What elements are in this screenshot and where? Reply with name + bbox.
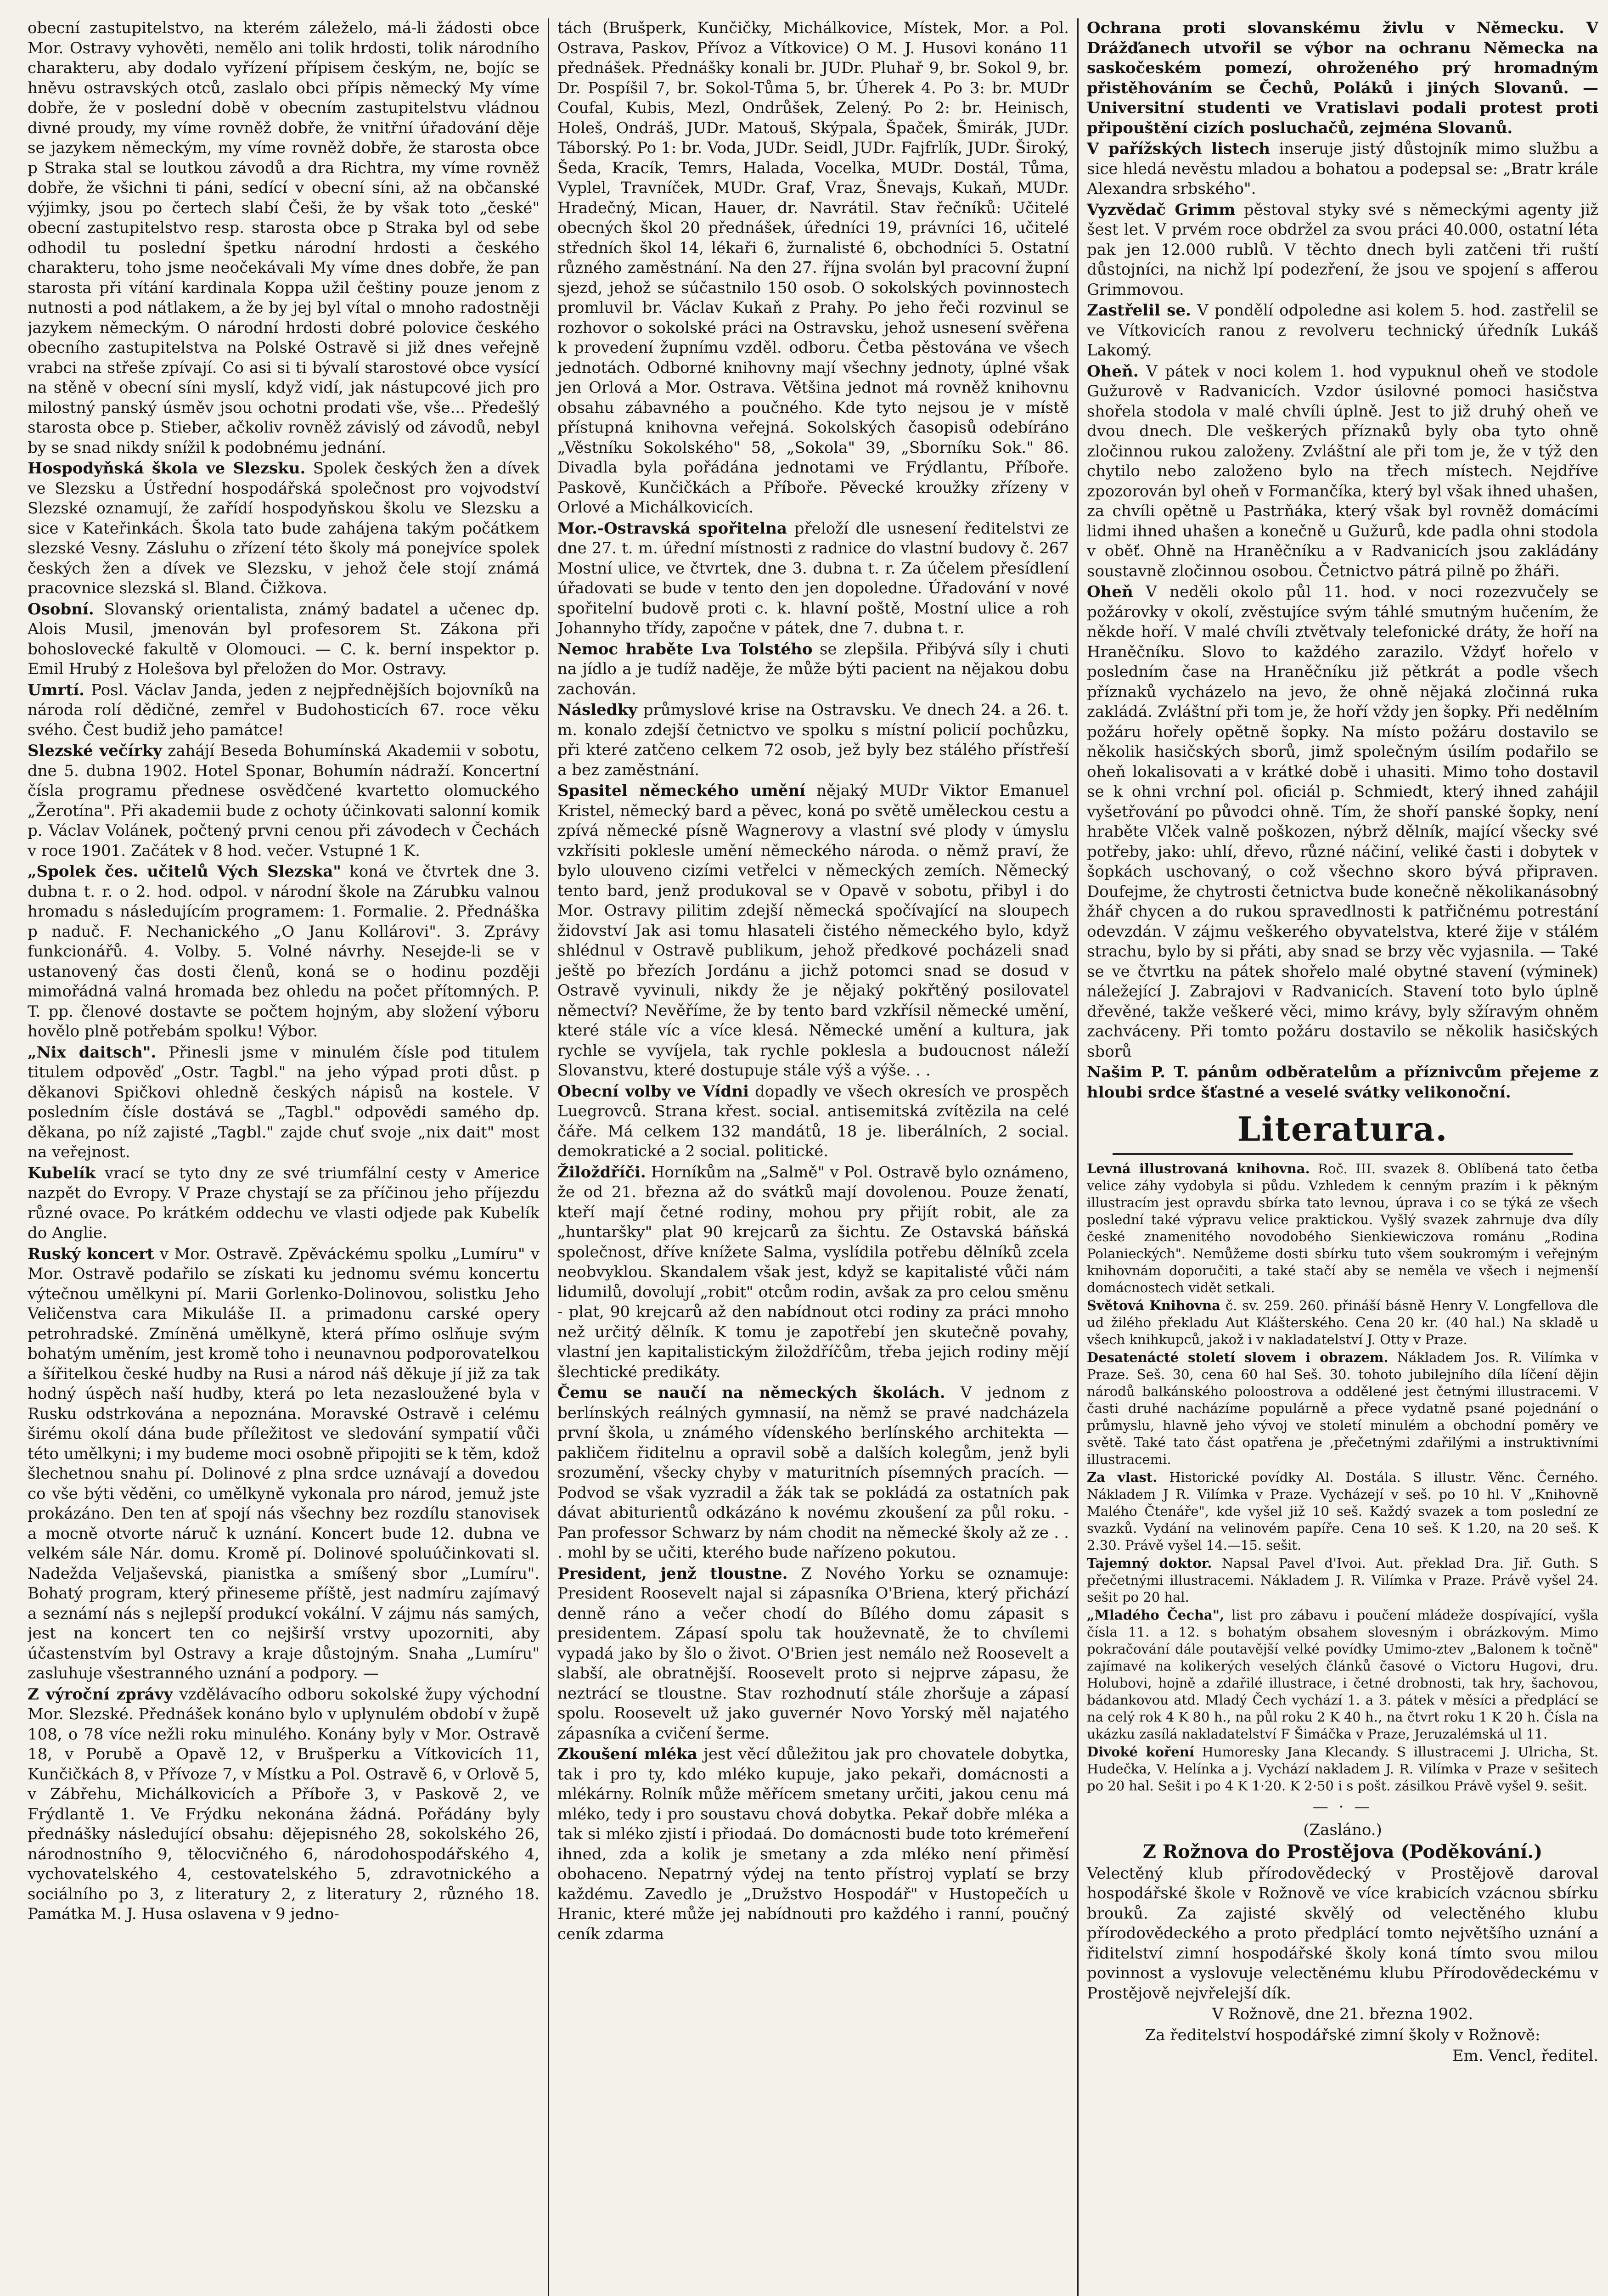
article-heading: Kubelík	[28, 1164, 96, 1182]
article-text: Z Nového Yorku se oznamuje: President Roosevelt najal si zápasníka O'Briena, který přichází denně ráno a večer chodí do Bílého domu zápasit s presidentem. Zápasí spolu tak houževnatě, že to chvílemi vypadá jako by šlo o život. O'Brien jest nemálo než Roosevelt a slabší, ale obratnější. Roosevelt proto si nejprve zápasu, že neztrácí se tloustne. Stav rozhodnutí stále zhoršuje a zápasí spolu. Roosevelt už jako guvernér Novo Yorský měl najatého zápasníka a cvičení šerme.	[557, 1564, 1069, 1743]
article-text: Historické povídky Al. Dostála. S illustr. Věnc. Černého. Nákladem J R. Vilímka v Praze. Vycházejí v seš. po 10 hl. V „Knihovně Malého Čtenáře", kde vyšel již 10 seš. Každý svazek a tom poslední ze svazků. Vydání na velinovém papíře. Cena 10 seš. K 1.20, na 20 seš. K 2.30. Právě vyšel 14.—15. sešit.	[1087, 1469, 1598, 1553]
article-paragraph	[1087, 1555, 1598, 1606]
article-heading: Osobní.	[28, 600, 94, 619]
article-text: vzdělávacího odboru sokolské župy východní Mor. Slezské. Přednášek konáno bylo v uplynulém období v župě 108, o 78 více nežli roku minulého. Konány byly v Mor. Ostravě 18, v Porubě a Opavě 12, v Brušperku a Vítkovicích 11, Kunčičkách 8, v Přívoze 7, v Místku a Pol. Ostravě 6, v Orlově 5, v Zábřehu, Michálkovicích a Příboře 3, v Paskově 2, ve Frýdlantě 1. Ve Frýdku nekonána žádná. Pořádány byly přednášky následující obsahu: dějepisného 28, sokolského 26, národnostního 9, tělocvičného 6, národohospodářského 4, vychovatelského 4, cestovatelského 5, zdravotnického a sociálního po 3, z literatury 2, z literatury 2, různého 18. Památka M. J. Husa oslavena v 9 jedno-	[28, 1685, 540, 1923]
article-heading: Nemoc hraběte Lva Tolstého	[557, 640, 813, 658]
article-text: Humoresky Jana Klecandy. S illustracemi J. Ulricha, St. Hudečka, V. Helínka a j. Vychází nakladem J. R. Vilímka v Praze v sešitech po 20 hal. Sešit i po 4 K 1·20. K 2·50 i s pošt. zásilkou Právě vyšel 9. sešit.	[1087, 1744, 1598, 1794]
article-text: koná ve čtvrtek dne 3. dubna t. r. o 2. hod. odpol. v národní škole na Zárubku valnou hromadu s následujícím programem: 1. Formalie. 2. Přednáška p naduč. F. Nechanického „O Janu Kollárovi". 3. Zprávy funkcionářů. 4. Volby. 5. Volné návrhy. Nesejde-li se v ustanovený čas dosti členů, koná se o hodinu později mimořádná valná hromada bez ohledu na počet přítomných. P. T. pp. členové dostavte se počtem hojným, aby složení výboru hovělo plně potřebám spolku! Výbor.	[28, 862, 540, 1041]
column-1	[28, 18, 540, 2296]
column-3-articles	[1087, 18, 1598, 1103]
article-heading: Vyzvědač Grimm	[1087, 200, 1236, 219]
article-heading: Hospodyňská škola ve Slezsku.	[28, 459, 306, 478]
article-text: č. sv. 259. 260. přináší básně Henry V. Longfellova dle ud žilého překladu Aut Klášterského. Cena 20 kr. (40 hal.) Na skladě u všech knihkupců, jakož i v nakladatelství J. Otty v Praze.	[1087, 1298, 1598, 1347]
article-text: V pátek v noci kolem 1. hod vypuknul oheň ve stodole Gužurově v Radvanicích. Vzdor úsilovné pomoci hasičstva shořela stodola v malé chvíli úplně. Jest to již druhý oheň ve dvou dnech. Dle veškerých příznaků byly oba tyto ohně zločinnou rukou založeny. Zvláštní ale při tom je, že v týž den chytilo nebo založeno bylo na třech místech. Nejdříve zpozorován byl oheň v Formančíka, který byl však ihned uhašen, za chvíli opětně u Pastrňáka, který však byl rovněž domácími lidmi ihned uhašen a konečně u Gužurů, kde padla ohni stodola v oběť. Ohně na Hraněčníku a v Radvanicích jsou zakládány soustavně zločinnou osobou. Četnictvo pátrá pilně po žháři.	[1087, 362, 1598, 580]
article-heading: Za vlast.	[1087, 1469, 1158, 1485]
article-heading: Ochrana	[1087, 19, 1161, 37]
article-paragraph	[557, 640, 1069, 700]
article-paragraph	[1087, 1297, 1598, 1348]
article-paragraph	[1087, 1160, 1598, 1296]
article-heading: Čemu se naučí na německých školách.	[557, 1384, 945, 1402]
zaslano-place-date: V Rožnově, dne 21. března 1902.	[1212, 2005, 1473, 2023]
article-paragraph	[28, 862, 540, 1042]
article-heading: Mor.-Ostravská spořitelna	[557, 519, 787, 538]
article-text: Napsal Pavel d'Ivoi. Aut. překlad Dra. Jiř. Guth. S přečetnými illustracemi. Nákladem J. R. Vilímka v Praze. Právě vyšel 24. sešit po 20 hal.	[1087, 1555, 1598, 1605]
literatura-rule	[1113, 1153, 1573, 1155]
article-paragraph	[28, 600, 540, 680]
article-heading: Z výroční zprávy	[28, 1685, 173, 1704]
article-paragraph	[1087, 1744, 1598, 1795]
article-text: Horníkům na „Salmě" v Pol. Ostravě bylo oznámeno, že od 21. března až do svátků mají dovolenou. Pouze ženatí, kteří mají četné rodiny, mohou pry přijít robit, ale za „huntaršky" plat 90 krejcarů za šichtu. Ze Ostavská báňská společnost, dříve knížete Salma, vyslídila potřebu dělníků zcela neobvyklou. Skandalem však jest, když se kapitalisté vůči nám lidumilů, dovolují „robit" otcům rodin, avšak za pro celou směnu - plat, 90 krejcarů až den nabídnout otci rodiny za práci mnoho než určitý dělník. K tomu je zapotřebí jen skutečně povahy, vlastní jen kapitalistickým žiloždříčům, třeba jejich rodiny mějí šlechtické predikáty.	[557, 1163, 1069, 1381]
article-heading: Obecní volby ve Vídni	[557, 1082, 749, 1101]
article-heading: Zastřelil se.	[1087, 301, 1191, 320]
article-paragraph	[1087, 1063, 1598, 1103]
article-heading: „Nix daitsch".	[28, 1043, 157, 1062]
article-paragraph	[1087, 301, 1598, 361]
article-text: Slovanský orientalista, známý badatel a učenec dp. Alois Musil, jmenován byl profesorem St. Zákona při bohoslovecké fakultě v Olomouci. — C. k. berní inspektor p. Emil Hrubý z Holešova byl přeložen do Mor. Ostravy.	[28, 600, 540, 678]
article-paragraph	[557, 700, 1069, 780]
article-heading: Ruský koncert	[28, 1244, 154, 1263]
article-heading: V pařížských listech	[1087, 140, 1271, 158]
article-text: vrací se tyto dny ze své triumfální cesty v Americe nazpět do Evropy. V Praze chystají se za příčinou jeho příjezdu různé ovace. Po krátkém oddechu ve vlasti odjede pak Kubelík do Anglie.	[28, 1164, 540, 1242]
article-heading: Slezské večírky	[28, 742, 162, 760]
article-text: obecní zastupitelstvo, na kterém záleželo, má-li žádosti obce Mor. Ostravy vyhověti, nemělo ani tolik hrdosti, tolik národního charakteru, aby dodalo vyřízení přípisem českým, ne, bojíc se hněvu ostravských otců, zaslalo obci přípis německý My víme dobře, že v poslední době v obecním zastupitelstvu vládnou divné proudy, my víme rovněž dobře, že vnitřní úřadování děje se jazykem německým, my víme rovněž dobře, že starosta obce p Straka stal se loutkou závodů a dra Richtra, my víme rovněž dobře, že všichni ti páni, sedící v obecní síni, až na občanské výjimky, jsou po čertech slabí Češi, že by však toto „české" obecní zastupitelstvo resp. starosta obce p Straka byl od sebe odhodil tu poslední špetku národní hrdosti a českého charakteru, toho jsme neočekávali My víme dnes dobře, že pan starosta při vítání kardinala Koppa užil češtiny pouze jenom z nutnosti a pod nátlakem, a že by jej byl vítal o mnoho radostněji jazykem německým. O národní hrdosti dobré polovice českého obecního zastupitelstva na Polské Ostravě si již dnes veřejně vrabci na střeše zpívají. Co asi si ti bývalí starostové obce vysící na stěně v obecní síni myslí, když vidí, jak nástupcové jich pro milostný panský úsměv jsou ochotni prodati vše, vše... Předešlý starosta obce p. Stieber, ačkoliv rovněž závislý od závodů, nebyl by se snad nikdy snížil k podobnému jednání.	[28, 19, 540, 457]
article-paragraph	[28, 1043, 540, 1163]
article-text: Roč. III. svazek 8. Oblíbená tato četba velice záhy vydobyla si půdu. Vzhledem k cenným prazím i k pěkným illustracím jest opravdu sbírka tato levnou, úprava i co se týká ze všech poslední také výpravu velice praktickou. Vyšlý svazek zahrnuje dva díly české znamenitého novodobého Sienkiewiczova románu „Rodina Polanieckých". Nemůžeme dosti sbírku tuto všem soukromým i veřejným knihovnám doporučiti, a také stačí aby se neměla ve všech i nejmenší domácnostech vidět setkali.	[1087, 1161, 1598, 1295]
article-paragraph	[557, 18, 1069, 518]
article-paragraph	[28, 1685, 540, 1925]
zaslano-sign-line: Za ředitelství hospodářské zimní školy v Rožnově:	[1145, 2026, 1541, 2044]
article-text: V neděli okolo půl 11. hod. v noci rozezvučely se požárovky v okolí, zvěstujíce svým táhlé smutným hučením, že někde hoří. V malé chvíli ztvětvaly telefonické dráty, že hoří na Hraněčníku. Slovo to každého zarazilo. Vždyť hořelo v posledním čase na Hraněčníku již pětkrát a podle všech příznaků vycházelo na jevo, že ohně nějaká zločinná ruka zakládá. Zvláštní při tom je, že hoří vždy jen šopky. Při nedělním požáru hořely opětně šopky. Na místo požáru dostavilo se několik hasičských sborů, jimž společným úsilím podařilo se oheň lokalisovati a v krátké době i uhasiti. Mimo toho dostavil se k ohni vrchní pol. oficiál p. Schmiedt, který ihned zahájil vyšetřování po původci ohně. Tím, že shoří panské šopky, není hraběte Vlček valně poškozen, nýbrž dělník, mající všecky své potřeby, jako: uhlí, dřevo, různé náčiní, veliké časti i dobytek v šopkách uschovaný, o což všechno skoro bývá připraven. Doufejme, že chytrosti četnictva bude konečně několikanásobný žhář chycen a do rukou spravedlnosti k patřičnému potrestání odevzdán. V zájmu veškerého obyvatelstva, které žije v stálém strachu, bylo by si přáti, aby snad se brzy věc vyjasnila. — Také se ve čtvrtku na pátek shořelo malé obytné stavení (výminek) náležející J. Zabrajovi v Radvanicích. Stavení toto bylo úplně dřevěné, takže veškeré věci, mimo krávy, byly sžíravým ohněm zachváceny. Při tomto požáru dostavilo se několik hasičských sborů	[1087, 583, 1598, 1061]
article-heading: Divoké koření	[1087, 1744, 1194, 1760]
zaslano-subtitle: (Poděkování.)	[1400, 1841, 1543, 1863]
article-text: Nákladem Jos. R. Vilímka v Praze. Seš. 30, cena 60 hal Seš. 30. tohoto jubilejního díla líčení dějin národů balkánského poloostrova a oddělené jest četnými illustracemi. V časti druhé nacházíme populárně a přece vydatně psané pojednání o průmyslu, hlavně jeho vývoj ve století minulém a obchodní poměry ve světě. Také tato část opatřena je ,přečetnými zdařilými a instruktivními illustracemi.	[1087, 1350, 1598, 1467]
article-paragraph	[557, 1745, 1069, 1944]
article-paragraph	[557, 1082, 1069, 1162]
zaslano-title	[1087, 1842, 1598, 1862]
column-2	[548, 18, 1069, 2296]
zaslano-body: Velectěný klub přírodovědecký v Prostějově daroval hospodářské škole v Rožnově ve více krabicích vzácnou sbírku brouků. Za zajisté skvělý od velectěného klubu přírodovědeckého a proto předplácí tomto největšího uznání a řiditelství zimní hospodářské školy koná tímto svou milou povinnost a vyslovuje velectěnému klubu Přírodovědeckému v Prostějově nejvřelejší dík.	[1087, 1864, 1598, 2003]
article-text: přeloží dle usnesení ředitelstvi ze dne 27. t. m. úřední místnosti z radnice do vlastní budovy č. 267 Mostní ulice, ve čtvrtek, dne 3. dubna t. r. Za účelem přesídlení úřadovati se bude v tento den jen dopoledne. Úřadování v nové spořitelní budově proti c. k. hlavní poště, Mostní ulice a roh Johannyho třídy, započne v pátek, dne 7. dubna t. r.	[557, 519, 1069, 637]
article-paragraph	[28, 741, 540, 861]
article-text: V jednom z berlínských reálných gymnasií, na němž se pravé nadcházela první škola, u známého vídenského berlínského architekta — pakličem řiditelnu a opravil sobě a dalších kolegům, jenž byli srozumění, všecky chyby v maturitních písemných pracích. — Podvod se však vyzradil a žák tak se pokládá za ostatních pak dávat abiturientů odkázáno k novému zkoušení za půl roku. - Pan professor Schwarz by nám chodit na německé školy až ze . . . mohl by se učiti, kterého bude nařízeno pokutou.	[557, 1384, 1069, 1562]
article-paragraph	[1087, 18, 1598, 138]
article-heading: Oheň	[1087, 583, 1133, 601]
article-heading: Zkoušení mléka	[557, 1745, 697, 1763]
section-separator: — · —	[1312, 1798, 1373, 1816]
article-heading: Světová Knihovna	[1087, 1298, 1220, 1313]
article-heading: „Mladého Čecha",	[1087, 1607, 1225, 1623]
article-text: tách (Brušperk, Kunčičky, Michálkovice, Místek, Mor. a Pol. Ostrava, Paskov, Přívoz a Vítkovice) O M. J. Husovi konáno 11 přednášek. Přednášky konali br. JUDr. Pluhař 9, br. Sokol 9, br. Dr. Pospíšil 7, br. Sokol-Tůma 5, br. Úherek 4. Po 3: br. MUDr Coufal, Kubis, Mezl, Ondrůšek, Zelený. Po 2: br. Heinisch, Holeš, Ondráš, JUDr. Matouš, Skýpala, Špaček, Šmirák, JUDr. Táborský. Po 1: br. Voda, JUDr. Seidl, JUDr. Fajfrlík, JUDr. Široký, Šeda, Kracík, Temrs, Halada, Vocelka, MUDr. Dostál, Tůma, Vyplel, Travníček, MUDr. Graf, Vraz, Šnevajs, Kukaň, MUDr. Hradečný, Mican, Hauer, dr. Navrátil. Stav řečníků: Učitelé obecných škol 20 přednášek, úředníci 19, právníci 16, učitelé středních škol 14, lékaři 6, žurnalisté 6, obchodníci 5. Ostatní různého zaměstnání. Na den 27. října svolán byl pracovní župní sjezd, jehož se súčastnilo 150 osob. O sokolských povinnostech promluvil br. Václav Kukaň z Prahy. Po jeho řeči rozvinul se rozhovor o sokolské práci na Ostravsku, jehož usnesení svěřena k provedení župnímu vzděl. odboru. Četba pěstována ve všech jednotách. Odborné knihovny mají všechny jednoty, úplné však jen Orlová a Mor. Ostrava. Většina jednot má rovněž knihovnu obsahu zábavného a poučného. Kde tyto nejsou je v místě přístupná knihovna veřejná. Sokolských časopisů odebíráno „Věstníku Sokolského" 58, „Sokola" 39, „Sborníku Sok." 86. Divadla byla pořádána jednotami ve Frýdlantu, Příboře. Paskově, Kunčičkách a Příboře. Pěvecké kroužky zřízeny v Orlové a Michálkovicích.	[557, 19, 1069, 517]
zaslano-label: (Zasláno.)	[1303, 1820, 1382, 1839]
article-paragraph	[1087, 1349, 1598, 1468]
article-paragraph	[557, 1163, 1069, 1383]
article-text: inseruje jistý důstojník mimo službu a sice hledá nevěstu mladou a bohatou a podepsal se: „Bratr krále Alexandra srbského".	[1087, 140, 1598, 198]
article-paragraph	[1087, 200, 1598, 300]
article-paragraph	[1087, 1469, 1598, 1554]
article-heading: President, jenž tloustne.	[557, 1564, 788, 1583]
article-heading: Spasitel německého umění	[557, 782, 806, 800]
article-paragraph	[1087, 582, 1598, 1062]
article-text: Posl. Václav Janda, jeden z nejpřednějších bojovníků na národa rolí dědičné, zemřel v Budohosticích 67. roce věku svého. Čest budiž jeho památce!	[28, 681, 540, 739]
article-text: list pro zábavu i poučení mládeže dospívající, vyšla čísla 11. a 12. s bohatým obsahem slovesným i obrázkovým. Mimo pokračování dále poutavější velké povídky Umimo-ztev „Balonem k točně" zajímavé na kolikerých veselých článků časové o Victoru Hugovi, dru. Holubovi, hojně a zdařilé illustrace, i četné drobnosti, tak hry, šachovou, bádankovou atd. Mladý Čech vychází 1. a 3. pátek v měsíci a předplácí se na celý rok 4 K 80 h., na půl roku 2 K 40 h., na čtvrt roku 1 K 20 h. Čísla na ukázku zasílá nakladatelství F Šimáčka v Praze, Jeruzalémská ul 11.	[1087, 1607, 1598, 1742]
article-heading: Následky	[557, 701, 637, 719]
article-text: se zlepšila. Přibývá síly i chuti na jídlo a je tudíž naděje, že může býti pacient na nějakou dobu zachován.	[557, 640, 1069, 698]
article-paragraph	[28, 1244, 540, 1684]
article-heading: Žiloždříči.	[557, 1163, 646, 1182]
article-heading: Umrtí.	[28, 681, 84, 699]
article-paragraph	[557, 1564, 1069, 1744]
article-text: průmyslové krise na Ostravsku. Ve dnech 24. a 26. t. m. konalo zdejší četnictvo ve spolku s místní policií pochůzku, při které zatčeno celkem 72 osob, jež byly bez stálého přístřeší a bez zaměstnání.	[557, 701, 1069, 779]
article-text: proti slovanskému živlu v Německu. V Drážďanech utvořil se výbor na ochranu Německa na saskočeském pomezí, ohroženého prý hromadným přistěhováním se Čechů, Poláků i jiných Slovanů. — Universitní studenti ve Vratislavi podali protest proti připouštění cizích posluchačů, zejména Slovanů.	[1087, 19, 1598, 137]
article-paragraph	[28, 1164, 540, 1244]
article-heading: Desatenácté století slovem i obrazem.	[1087, 1350, 1389, 1365]
article-text: jest věcí důležitou jak pro chovatele dobytka, tak i pro ty, kdo mléko kupuje, jako pekaři, domácnosti a mlékárny. Rolník může měřícem smetany určiti, jakou cenu má mléko, tedy i pro soustavu chová dobytka. Pekař dobře mléka a tak si mléko zjistí i přiodaá. Do domácnosti bude toto krémeření ihned, zda a kolik je smetany a zda mléko není přiměsí obohaceno. Nepatrný výdej na tento přístroj vyplatí se brzy každému. Zavedlo je „Družstvo Hospodář" v Hustopečích u Hranic, které může jej nabídnouti pro každého i ranní, poučný ceník zdarma	[557, 1745, 1069, 1943]
column-3	[1077, 18, 1598, 2296]
article-text: v Mor. Ostravě. Zpěváckému spolku „Lumíru" v Mor. Ostravě podařilo se získati ku jednomu svému koncertu výtečnou umělkyni pí. Marii Gorlenko-Dolinovou, solistku Jeho Veličenstva cara Mikuláše II. a primadonu carské opery petrohradské. Zmíněná umělkyně, která přímo oslňuje svým bohatým uměním, jest kromě toho i neunavnou podporovatelkou a šířitelkou české hudby na Rusi a národ náš děkuje jí již za tak hodný úspěch naší hudby, která po leta nezasloužené byla v Rusku odstrkována a nepoznána. Moravské Ostravě i celému širému okolí dána bude příležitost ve sledování sympatií vůči této umělkyni; i my budeme moci osobně připojiti se k těm, kdož šlechetnou snahu pí. Dolinové z plna srdce uznávají a dovedou co vše býti věděni, co umělkyně vykonala pro národ, jemuž jste prokázáno. Den ten ať spojí nás všechny bez rozdílu stanovisek a mocně otvorte náruč k uznání. Koncert bude 12. dubna ve velkém sále Nár. domu. Kromě pí. Dolinové spoluúčinkovati sl. Nadežda Veljaševská, pianistka a smíšený sbor „Lumíru". Bohatý program, který přineseme příště, jest nadmíru zajímavý a seznámí nás s nejlepší produkcí vokální. V zájmu nás samých, jest na koncert ten co nejširší vrstvy upozorniti, aby účastenstvím byl Ostravy a kraje důstojným. Snaha „Lumíru" zasluhuje všestranného uznání a podpory. —	[28, 1244, 540, 1683]
article-paragraph	[557, 519, 1069, 639]
literatura-list	[1087, 1160, 1598, 1795]
literatura-heading: Literatura.	[1237, 1109, 1448, 1148]
article-paragraph	[1087, 139, 1598, 199]
article-heading: Našim P. T. pánům odběratelům a příznivcům přejeme z hloubi srdce šťastné a veselé svátky velikonoční.	[1087, 1063, 1598, 1102]
article-text: zahájí Beseda Bohumínská Akademii v sobotu, dne 5. dubna 1902. Hotel Sponar, Bohumín nádraží. Koncertní čísla programu přednese osvědčené kvartetto olomuckého „Žerotína". Při akademii bude z ochoty účinkovati salonní komik p. Václav Volánek, počtený prvni cenou při závodech v Čechách v roce 1901. Začátek v 8 hod. večer. Vstupné 1 K.	[28, 742, 540, 860]
article-text: pěstoval styky své s německými agenty již šest let. V prvém roce obdržel za svou práci 40.000, ostatní léta pak jen 12.000 rublů. V těchto dnech byli zatčeni tři ruští důstojníci, na nichž lpí podezření, že jsou ve spojení s afferou Grimmovou.	[1087, 200, 1598, 299]
article-text: Spolek českých žen a dívek ve Slezsku a Ústřední hospodářská společnost pro vojvodství Slezské oznamují, že zařídí hospodyňskou školu ve Slezsku a sice v Kateřinkách. Škola tato bude zahájena takým počátkem slezské Vesny. Zásluhu o zřízení této školy má ponejvíce spolek českých žen a dívek ve Slezsku, v jehož čele stojí známá pracovnice slezská sl. Bland. Čižkova.	[28, 459, 540, 597]
article-text: dopadly ve všech okresích ve prospěch Luegrovců. Strana křest. social. antisemitská zvítězila na celé čáře. Má celkem 132 mandátů, 18 je. liberálních, 2 social. demokratické a 2 social. politické.	[557, 1082, 1069, 1160]
article-heading: „Spolek čes. učitelů Vých Slezska"	[28, 862, 341, 881]
article-paragraph	[1087, 1607, 1598, 1743]
article-paragraph	[28, 681, 540, 741]
article-paragraph	[28, 459, 540, 599]
article-paragraph	[557, 1383, 1069, 1563]
article-heading: Oheň.	[1087, 362, 1139, 381]
article-heading: Levná illustrovaná knihovna.	[1087, 1161, 1310, 1176]
article-text: V pondělí odpoledne asi kolem 5. hod. zastřelil se ve Vítkovicích ranou z revolveru technický úředník Lukáš Lakomý.	[1087, 301, 1598, 360]
article-text: Přinesli jsme v minulém čísle pod titulem titulem odpověď „Ostr. Tagbl." na jeho výpad proti důst. p děkanovi Spičkovi ohledně českých nápisů na kostele. V posledním čísle dostává se „Tagbl." odpovědi samého dp. děkana, po níž zajisté „Tagbl." zajde chuť svoje „nix dait" most na veřejnost.	[28, 1043, 540, 1161]
article-paragraph	[28, 18, 540, 458]
article-paragraph	[1087, 362, 1598, 582]
columns	[28, 18, 1598, 2296]
article-text: nějaký MUDr Viktor Emanuel Kristel, německý bard a pěvec, koná po světě uměleckou cestu a zpívá německé písně Wagnerovy a vlastní své plody v úmyslu vzkřísiti poklesle umění německého národa. o němž praví, že bylo ulouveno cizími vetřelci v německých zemích. Německý tento bard, jenž produkoval se v Opavě v sobotu, přibyl i do Mor. Ostravy pilitim zdejší německá spočívající na sloupech židovství Jak asi tomu hlasateli čistého německého bylo, když shlédnul v Ostravě publikum, jehož předkové pocházeli snad ještě po březích Jordánu a jichž potomci snad se dosud v Ostravě vyvinuli, nikdy že je nějaký pokřtěný posilovatel němectví? Nevěříme, že by tento bard vzkřísil německé umění, které stále víc a více klesá. Německé umění a kultura, jak rychle se vyvíjela, tak rychle poklesla a budoucnost náleží Slovanstvu, které dostupuje stále výš a výše. . .	[557, 782, 1069, 1080]
article-heading: Tajemný doktor.	[1087, 1555, 1212, 1571]
article-paragraph	[557, 781, 1069, 1081]
zaslano-signature: Em. Vencl, ředitel.	[1452, 2047, 1598, 2065]
zaslano-title-text: Z Rožnova do Prostějova	[1142, 1841, 1394, 1863]
